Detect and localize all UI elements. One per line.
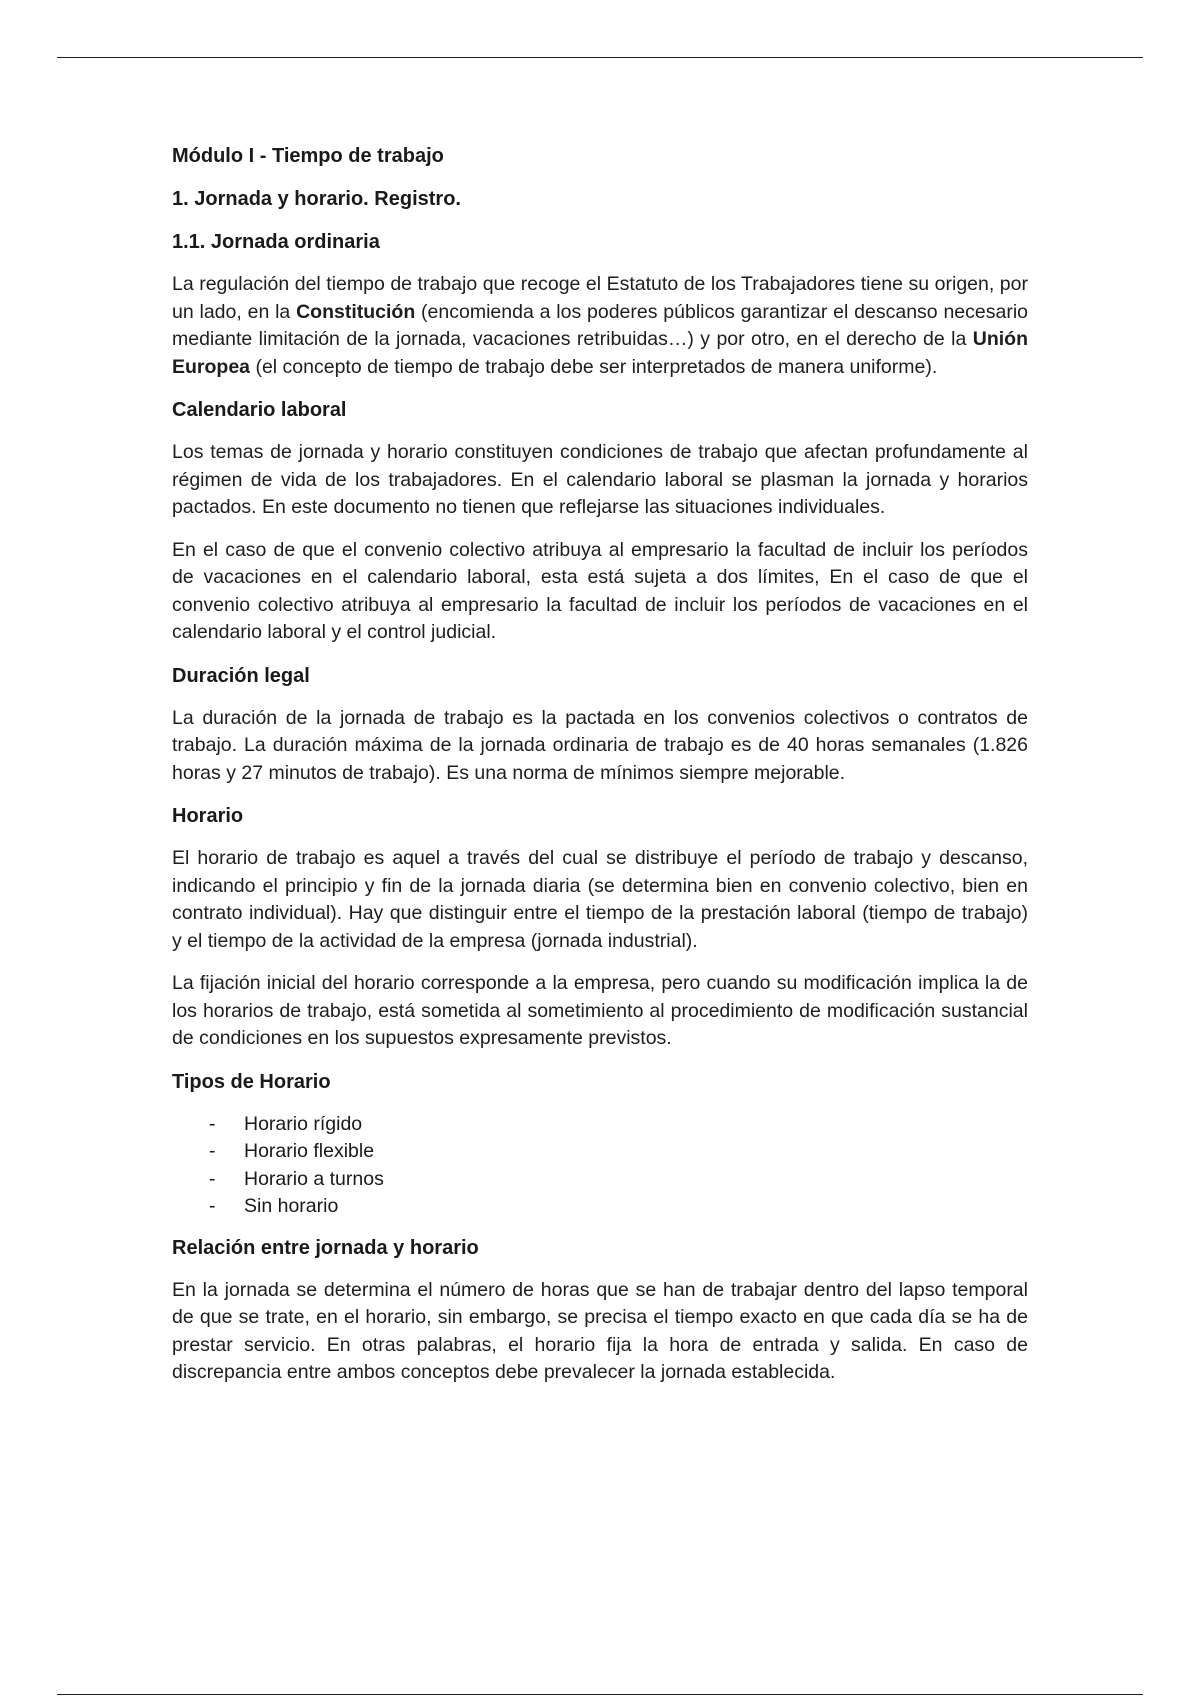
relacion-paragraph: En la jornada se determina el número de horas que se han de trabajar dentro del lapso temporal de que se trate, en el horario, sin embargo, se precisa el tiempo exacto en que cada día se ha de prestar servicio. En otras palabras, el horario fija la hora de entrada y salida. En caso de discrepancia entre ambos conceptos debe prevalecer la jornada establecida. xyxy=(172,1278,1028,1383)
subsection-heading: 1.1. Jornada ordinaria xyxy=(172,231,380,253)
relacion-heading: Relación entre jornada y horario xyxy=(172,1236,479,1259)
list-item-text: Horario flexible xyxy=(244,1140,375,1162)
list-bullet: - xyxy=(209,1112,216,1135)
intro-text-3: (el concepto de tiempo de trabajo debe ser interpretados de manera uniforme). xyxy=(250,355,938,378)
intro-paragraph xyxy=(172,271,1028,381)
list-item xyxy=(172,1138,1028,1166)
list-item xyxy=(172,1111,1028,1139)
list-item-text: Horario a turnos xyxy=(244,1167,384,1190)
horario-paragraph-1: El horario de trabajo es aquel a través del cual se distribuye el período de trabajo y descanso, indicando el principio y fin de la jornada diaria (se determina bien en convenio colectivo, bien en contrato individual). Hay que distinguir entre el tiempo de la prestación laboral (tiempo de trabajo) y el tiempo de la actividad de la empresa (jornada industrial). xyxy=(172,847,1028,952)
list-bullet: - xyxy=(209,1195,216,1217)
header-rule xyxy=(57,57,1143,58)
intro-text-2: (encomienda a los poderes públicos garantizar el descanso necesario mediante limitación de la jornada, vacaciones retribuidas…) y por otro, en el derecho de la xyxy=(172,300,1028,350)
calendario-paragraph-2: En el caso de que el convenio colectivo atribuya al empresario la facultad de incluir los períodos de vacaciones en el calendario laboral, esta está sujeta a dos límites, En el caso de que el convenio colectivo atribuya al empresario la facultad de incluir los períodos de vacaciones en el calendario laboral y el control judicial. xyxy=(172,538,1028,643)
list-item xyxy=(172,1193,1028,1221)
list-bullet: - xyxy=(209,1140,216,1162)
horario-paragraph-2: La fijación inicial del horario corresponde a la empresa, pero cuando su modificación implica la de los horarios de trabajo, está sometida al sometimiento al procedimiento de modificación sustancial de condiciones en los supuestos expresamente previstos. xyxy=(172,972,1028,1049)
calendario-paragraph-1: Los temas de jornada y horario constituyen condiciones de trabajo que afectan profundamente al régimen de vida de los trabajadores. En el calendario laboral se plasman la jornada y horarios pactados. En este documento no tienen que reflejarse las situaciones individuales. xyxy=(172,441,1028,518)
duracion-heading: Duración legal xyxy=(172,664,310,687)
union-europea-term: Unión Europea xyxy=(172,328,1028,378)
intro-text-1: La regulación del tiempo de trabajo que recoge el Estatuto de los Trabajadores tiene su origen, por un lado, en la xyxy=(172,273,1028,323)
tipos-heading: Tipos de Horario xyxy=(172,1070,331,1093)
horario-heading: Horario xyxy=(172,805,244,827)
duracion-paragraph: La duración de la jornada de trabajo es la pactada en los convenios colectivos o contratos de trabajo. La duración máxima de la jornada ordinaria de trabajo es de 40 horas semanales (1.826 horas y 27 minutos de trabajo). Es una norma de mínimos siempre mejorable. xyxy=(172,706,1028,784)
constitucion-term: Constitución xyxy=(296,300,416,323)
footer-rule xyxy=(57,1694,1143,1695)
list-item xyxy=(172,1166,1028,1194)
document-title: Módulo I - Tiempo de trabajo xyxy=(172,145,444,167)
list-item-text: Sin horario xyxy=(244,1195,339,1217)
tipos-list xyxy=(172,1111,1028,1221)
list-item-text: Horario rígido xyxy=(244,1112,363,1135)
document-body xyxy=(172,142,1028,1402)
section-heading: 1. Jornada y horario. Registro. xyxy=(172,188,461,210)
calendario-heading: Calendario laboral xyxy=(172,399,347,421)
list-bullet: - xyxy=(209,1167,216,1190)
